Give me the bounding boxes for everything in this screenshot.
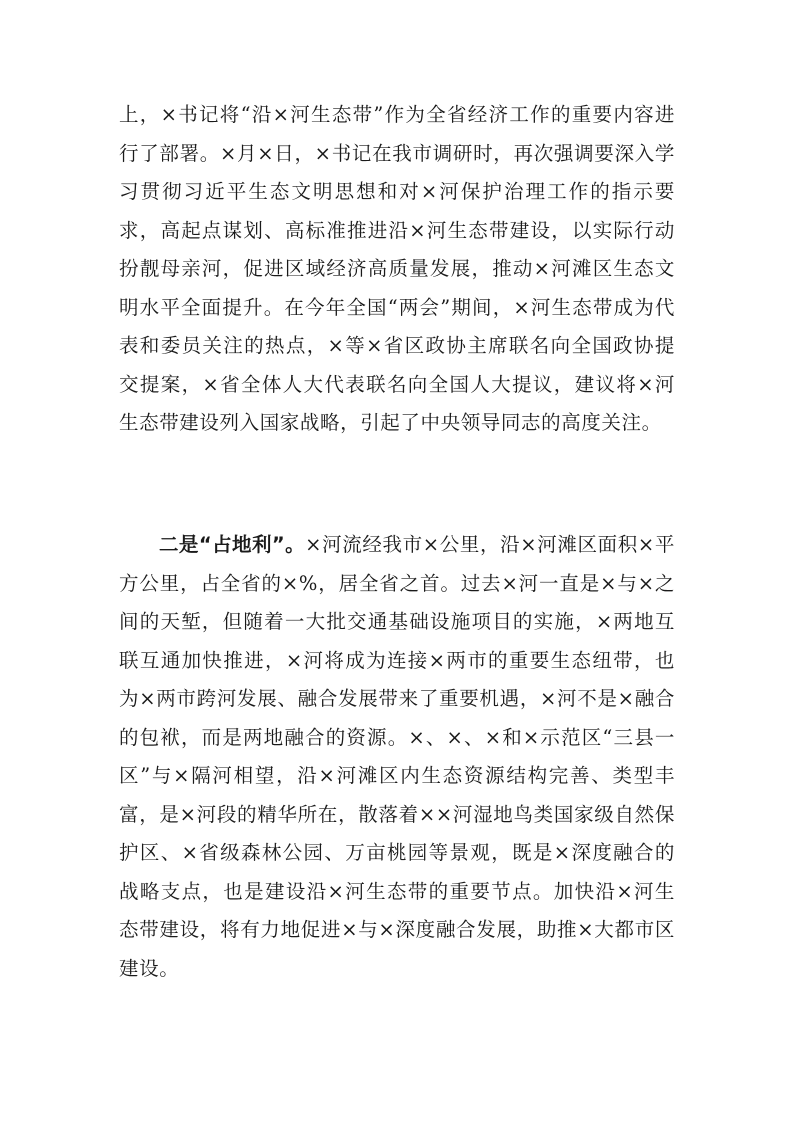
paragraph-1: 上，×书记将“沿×河生态带”作为全省经济工作的重要内容进行了部署。×月×日，×书记在我市调研时，再次强调要深入学习贯彻习近平生态文明思想和对×河保护治理工作的指示要求，高起点谋划、高标准推进沿×河生态带建设，以实际行动扮靓母亲河，促进区域经济高质量发展，推动×河滩区生态文明水平全面提升。在今年全国“两会”期间，×河生态带成为代表和委员关注的热点，×等×省区政协主席联名向全国政协提交提案，×省全体人大代表联名向全国人大提议，建议将×河生态带建设列入国家战略，引起了中央领导同志的高度关注。 [119, 103, 675, 434]
paragraph-2-lead-heading: 二是“占地利”。 [159, 533, 306, 556]
paragraph-2-body: ×河流经我市×公里，沿×河滩区面积×平方公里，占全省的×%，居全省之首。过去×河一直是×与×之间的天堑，但随着一大批交通基础设施项目的实施，×两地互联互通加快推进，×河将成为连接×两市的重要生态纽带，也为×两市跨河发展、融合发展带来了重要机遇，×河不是×融合的包袱，而是两地融合的资源。×、×、×和×示范区“三县一区”与×隔河相望，沿×河滩区内生态资源结构完善、类型丰富，是×河段的精华所在，散落着××河湿地鸟类国家级自然保护区、×省级森林公园、万亩桃园等景观，既是×深度融合的战略支点，也是建设沿×河生态带的重要节点。加快沿×河生态带建设，将有力地促进×与×深度融合发展，助推×大都市区建设。 [119, 533, 675, 980]
paragraph-2 [119, 526, 675, 988]
